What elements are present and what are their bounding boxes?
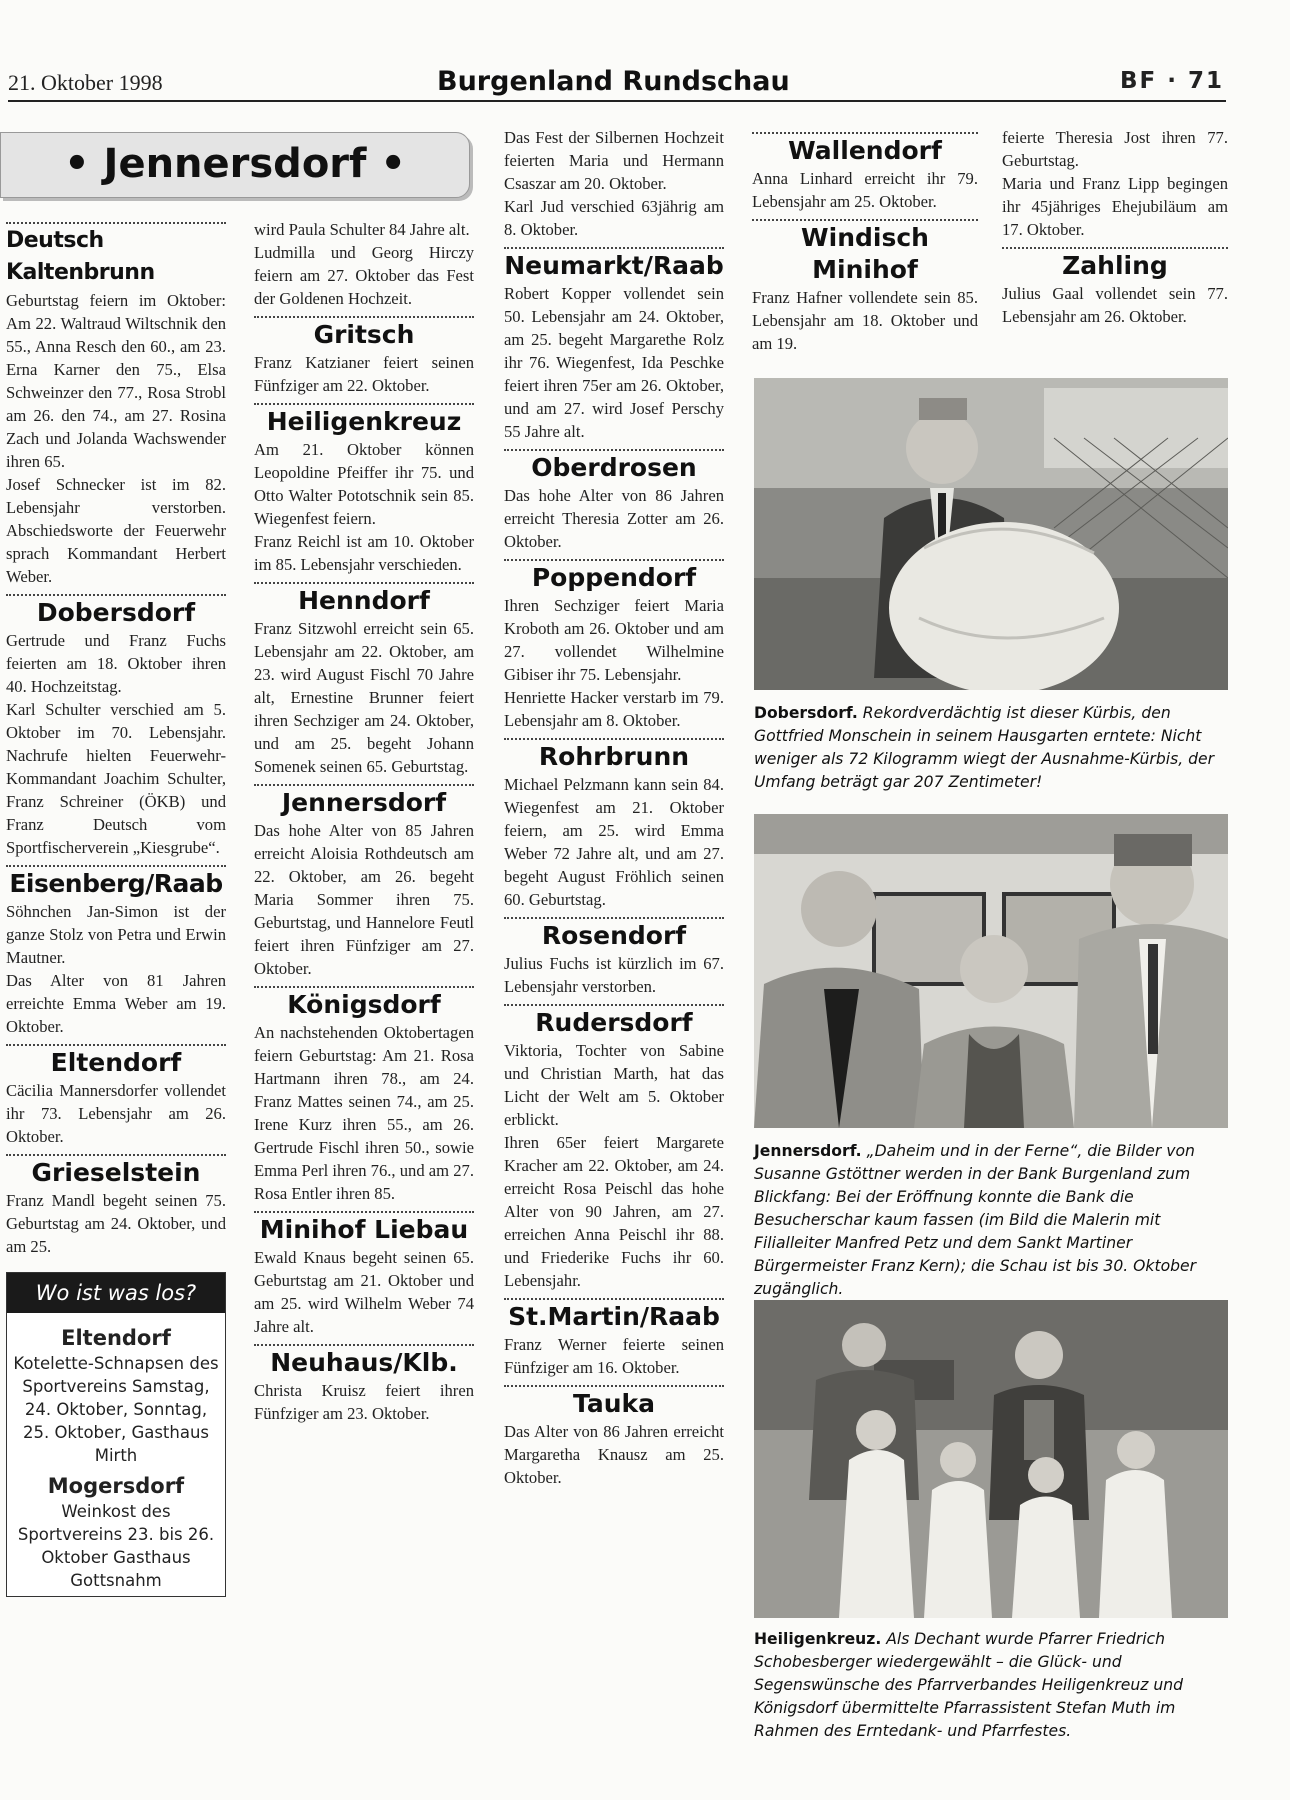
events-box-title: Wo ist was los? [7,1273,225,1313]
article-text: Ewald Knaus begeht seinen 65. Geburtstag am 21. Oktober und am 25. wird Wilhelm Weber 74 Jahre alt. [254,1248,474,1336]
article-text: Gertrude und Franz Fuchs feierten am 18. Oktober ihren 40. Hochzeitstag. [6,631,226,696]
article-text: Anna Linhard erreicht ihr 79. Lebensjahr am 25. Oktober. [752,169,978,211]
section-heading: Zahling [1062,251,1168,280]
section-heading: Dobersdorf [36,598,196,627]
section-minihof-liebau [254,1211,474,1338]
article-text: Maria und Franz Lipp begingen ihr 45jähriges Ehejubiläum am 17. Oktober. [1002,174,1228,239]
section-heading: Rosendorf [541,921,687,950]
caption-text: Als Dechant wurde Pfarrer Friedrich Schobesberger wiedergewählt – die Glück- und Segenswünsche des Pfarrverbandes Heiligenkreuz und Königsdorf übermittelte Pfarrassistent Stefan Muth im Rahmen des Erntedank- und Pfarrfestes. [754,1630,1184,1740]
section-heading: Poppendorf [531,563,697,592]
article-text: Viktoria, Tochter von Sabine und Christian Marth, hat das Licht der Welt am 5. Oktober erblickt. [504,1041,724,1129]
section-eltendorf [6,1044,226,1148]
caption-text: Rekordverdächtig ist dieser Kürbis, den Gottfried Monschein in seinem Hausgarten erntete: Nicht weniger als 72 Kilogramm wiegt der Ausnahme-Kürbis, der Umfang beträgt gar 207 Zentimeter! [754,704,1215,791]
article-text: Geburtstag feiern im Oktober: Am 22. Waltraud Wiltschnik den 55., Anna Resch den 60., am 23. Erna Karner den 75., Elsa Schweinzer den 77., Rosa Strobl am 26. den 74., am 27. Rosina Zach und Jolanda Wachswender ihren 65. [6,291,226,471]
column-2 [254,218,474,1425]
article-text: Franz Reichl ist am 10. Oktober im 85. Lebensjahr verschieden. [254,532,474,574]
section-jennersdorf [254,784,474,980]
header-rule [8,100,1226,102]
section-banner [0,132,470,198]
section-heading: Rohrbrunn [538,742,690,771]
caption-exhibition [754,1140,1228,1301]
section-heading: Minihof Liebau [259,1215,469,1244]
article-text: wird Paula Schulter 84 Jahre alt. [254,220,470,239]
article-text: Cäcilia Mannersdorfer vollendet ihr 73. Lebensjahr am 26. Oktober. [6,1081,226,1146]
article-text: Ludmilla und Georg Hirczy feiern am 27. Oktober das Fest der Goldenen Hochzeit. [254,243,474,308]
article-text: Henriette Hacker verstarb im 79. Lebensjahr am 8. Oktober. [504,688,724,730]
article-text: Christa Kruisz feiert ihren Fünfziger am 23. Oktober. [254,1381,474,1423]
section-heading: Wallendorf [788,136,942,165]
section-gritsch [254,316,474,397]
section-neumarkt [504,247,724,443]
article-text: Das Alter von 81 Jahren erreichte Emma Weber am 19. Oktober. [6,971,226,1036]
section-tauka [504,1385,724,1489]
article-text: Karl Schulter verschied am 5. Oktober im 70. Lebensjahr. Nachrufe hielten Feuerwehr-Kommandant Joachim Schulter, Franz Schreiner (ÖKB) und Franz Deutsch vom Sportfischerverein „Kiesgrube“. [6,700,226,857]
article-text: Das hohe Alter von 85 Jahren erreicht Aloisia Rothdeutsch am 22. Oktober, am 26. begeht Maria Sommer ihren 75. Geburtstag, und Hannelore Feutl feiert ihren Fünfziger am 27. Oktober. [254,821,474,978]
section-henndorf [254,582,474,778]
photo-pumpkin-graphic [754,378,1228,690]
article-text: Franz Katzianer feiert seinen Fünfziger am 22. Oktober. [254,353,474,395]
article-text: Söhnchen Jan-Simon ist der ganze Stolz von Petra und Erwin Mautner. [6,902,226,967]
section-heading: Gritsch [313,320,415,349]
article-text: Am 21. Oktober können Leopoldine Pfeiffer ihr 75. und Otto Walter Pototschnik sein 85. Wiegenfest feiern. [254,440,474,528]
section-poppendorf [504,559,724,732]
section-heading: Rudersdorf [535,1008,693,1037]
photo-pumpkin [754,378,1228,690]
section-grieselstein [6,1154,226,1258]
article-text: Ihren 65er feiert Margarete Kracher am 22. Oktober, am 24. erreicht Rosa Peischl das hohe Alter von 90 Jahren, am 27. erreichen Anna Peischl ihr 88. und Friederike Fuchs ihr 60. Lebensjahr. [504,1133,724,1290]
article-text: Karl Jud verschied 63jährig am 8. Oktober. [504,197,724,239]
column-4 [752,126,978,355]
section-zahling [1002,247,1228,328]
caption-place: Dobersdorf. [754,704,858,722]
article-text: Ihren Sechziger feiert Maria Kroboth am 26. Oktober und am 27. vollendet Wilhelmine Gibiser ihr 75. Lebensjahr. [504,596,724,684]
article-text: Josef Schnecker ist im 82. Lebensjahr verstorben. Abschiedsworte der Feuerwehr sprach Kommandant Herbert Weber. [6,475,226,586]
article-text: Franz Sitzwohl erreicht sein 65. Lebensjahr am 22. Oktober, am 23. wird August Fischl 70 Jahre alt, Ernestine Brunner feiert ihren Sechziger am 24. Oktober, und am 25. begeht Johann Somenek seinen 65. Geburtstag. [254,619,474,776]
issue-date: 21. Oktober 1998 [8,70,163,95]
section-rosendorf [504,917,724,998]
article-text: Franz Hafner vollendete sein 85. Lebensjahr am 18. Oktober und am 19. [752,288,978,353]
section-neuhaus [254,1344,474,1425]
article-text: Das Alter von 86 Jahren erreicht Margaretha Knausz am 25. Oktober. [504,1422,724,1487]
column-3 [504,126,724,1489]
section-heading: Windisch Minihof [801,223,929,284]
section-wallendorf [752,132,978,213]
section-heading: Deutsch Kaltenbrunn [6,228,155,285]
events-box-body [7,1313,225,1596]
section-heading: Neuhaus/Klb. [270,1348,458,1377]
article-text: feierte Theresia Jost ihren 77. Geburtstag. [1002,128,1228,170]
photo-church-graphic [754,1300,1228,1618]
section-deutsch-kaltenbrunn [6,222,226,588]
section-heading: Henndorf [298,586,430,615]
photo-exhibition-graphic [754,814,1228,1128]
section-koenigsdorf [254,986,474,1205]
caption-place: Jennersdorf. [754,1142,862,1160]
article-text: Michael Pelzmann kann sein 84. Wiegenfest am 21. Oktober feiern, am 25. wird Emma Weber 72 Jahre alt, und am 27. begeht August Fröhlich seinen 60. Geburtstag. [504,775,724,909]
page-number: BF · 71 [1119,68,1224,94]
event-text: Weinkost des Sportvereins 23. bis 26. Oktober Gasthaus Gottsnahm [17,1502,215,1590]
section-rohrbrunn [504,738,724,911]
section-heiligenkreuz [254,403,474,576]
section-windisch-minihof [752,219,978,355]
events-box [6,1272,226,1597]
article-text: An nachstehenden Oktobertagen feiern Geburtstag: Am 21. Rosa Hartmann ihren 78., am 24. Franz Mattes seinen 74., am 25. Irene Kurz ihren 55., am 26. Gertrude Fischl ihren 50., sowie Emma Perl ihren 76., und am 27. Rosa Entler ihren 85. [254,1023,474,1203]
section-heading: Tauka [573,1389,655,1418]
column-5 [1002,126,1228,328]
section-dobersdorf [6,594,226,859]
banner-title: • Jennersdorf • [64,141,406,187]
section-heading: Heiligenkreuz [266,407,462,436]
article-text: Franz Mandl begeht seinen 75. Geburtstag am 24. Oktober, und am 25. [6,1191,226,1256]
photo-exhibition [754,814,1228,1128]
section-heading: St.Martin/Raab [508,1302,720,1331]
section-heading: Jennersdorf [281,788,447,817]
section-rudersdorf [504,1004,724,1292]
article-text: Robert Kopper vollendet sein 50. Lebensjahr am 24. Oktober, am 25. begeht Margarethe Rolz ihr 76. Wiegenfest, Ida Peschke feiert ihren 75er am 26. Oktober, und am 27. wird Josef Perschy 55 Jahre alt. [504,284,724,441]
article-text: Das Fest der Silbernen Hochzeit feierten Maria und Hermann Csaszar am 20. Oktober. [504,128,724,193]
section-heading: Grieselstein [31,1158,201,1187]
section-heading: Eltendorf [50,1048,182,1077]
section-eisenberg [6,865,226,1038]
caption-church [754,1628,1228,1743]
column-1 [6,216,226,1597]
caption-text: „Daheim und in der Ferne“, die Bilder von Susanne Gstöttner werden in der Bank Burgenland zum Blickfang: Bei der Eröffnung konnte die Bank die Besucherschar kaum fassen (im Bild die Malerin mit Filialleiter Manfred Petz und dem Sankt Martiner Bürgermeister Franz Kern); die Schau ist bis 30. Oktober zugänglich. [754,1142,1197,1298]
section-st-martin [504,1298,724,1379]
event-place: Mogersdorf [47,1474,185,1498]
caption-pumpkin [754,702,1228,794]
section-heading: Neumarkt/Raab [504,251,724,280]
article-text: Julius Fuchs ist kürzlich im 67. Lebensjahr verstorben. [504,954,724,996]
event-place: Eltendorf [61,1326,171,1350]
section-heading: Oberdrosen [531,453,697,482]
section-heading: Eisenberg/Raab [9,869,223,898]
article-text: Julius Gaal vollendet sein 77. Lebensjahr am 26. Oktober. [1002,284,1228,326]
photo-church [754,1300,1228,1618]
section-heading: Königsdorf [287,990,441,1019]
article-text: Franz Werner feierte seinen Fünfziger am 16. Oktober. [504,1335,724,1377]
event-text: Kotelette-Schnapsen des Sportvereins Samstag, 24. Oktober, Sonntag, 25. Oktober, Gasthaus Mirth [13,1354,219,1465]
article-text: Das hohe Alter von 86 Jahren erreicht Theresia Zotter am 26. Oktober. [504,486,724,551]
caption-place: Heiligenkreuz. [754,1630,882,1648]
section-oberdrosen [504,449,724,553]
newspaper-title: Burgenland Rundschau [437,66,790,97]
page-header [0,62,1230,102]
